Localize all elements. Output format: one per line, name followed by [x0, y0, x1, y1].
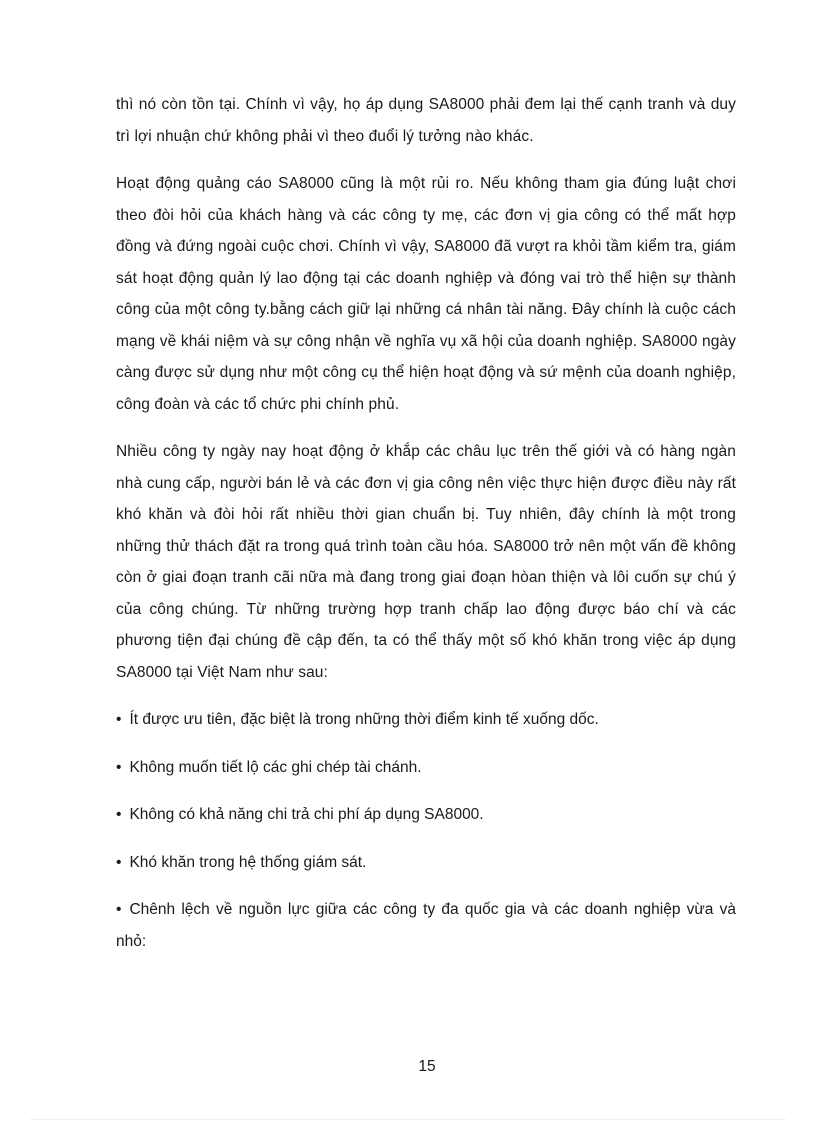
bullet-icon: • [116, 901, 122, 918]
paragraph-3: Nhiều công ty ngày nay hoạt động ở khắp các châu lục trên thế giới và có hàng ngàn nhà cung cấp, người bán lẻ và các đơn vị gia công nên việc thực hiện được điều này rất khó khăn và đòi hỏi rất nhiều thời gian chuẩn bị. Tuy nhiên, đây chính là một trong những thử thách đặt ra trong quá trình toàn cầu hóa. SA8000 trở nên một vấn đề không còn ở giai đoạn tranh cãi nữa mà đang trong giai đoạn hòan thiện và lôi cuốn sự chú ý của công chúng. Từ những trường hợp tranh chấp lao động được báo chí và các phương tiện đại chúng đề cập đến, ta có thể thấy một số khó khăn trong việc áp dụng SA8000 tại Việt Nam như sau: [116, 443, 736, 681]
bullet-item-4 [116, 847, 736, 879]
page-number: 15 [418, 1058, 436, 1075]
paragraph-2: Hoạt động quảng cáo SA8000 cũng là một rủi ro. Nếu không tham gia đúng luật chơi theo đòi hỏi của khách hàng và các công ty mẹ, các đơn vị gia công có thể mất hợp đồng và đứng ngoài cuộc chơi. Chính vì vậy, SA8000 đã vượt ra khỏi tầm kiểm tra, giám sát hoạt động quản lý lao động tại các doanh nghiệp và đóng vai trò thể hiện sự thành công của một công ty.bằng cách giữ lại những cá nhân tài năng. Đây chính là cuộc cách mạng về khái niệm và sự công nhận về nghĩa vụ xã hội của doanh nghiệp. SA8000 ngày càng được sử dụng như một công cụ thể hiện hoạt động và sứ mệnh của doanh nghiệp, công đoàn và các tổ chức phi chính phủ. [116, 175, 736, 413]
bullet-icon: • [116, 806, 122, 823]
bullet-icon: • [116, 853, 122, 871]
bullet-item-2 [116, 752, 736, 784]
bullet-icon: • [116, 758, 122, 776]
bullet-text: Không muốn tiết lộ các ghi chép tài chánh. [129, 758, 422, 776]
bullet-item-3 [116, 799, 736, 831]
bullet-item-1 [116, 704, 736, 736]
bullet-text: Ít được ưu tiên, đặc biệt là trong những thời điểm kinh tế xuống dốc. [129, 711, 599, 728]
bullet-text: Khó khăn trong hệ thống giám sát. [129, 853, 367, 871]
page-content [116, 89, 736, 973]
bullet-item-5 [116, 894, 736, 957]
bullet-text: Không có khả năng chi trả chi phí áp dụng SA8000. [129, 806, 484, 823]
paragraph-1: thì nó còn tồn tại. Chính vì vậy, họ áp dụng SA8000 phải đem lại thế cạnh tranh và duy trì lợi nhuận chứ không phải vì theo đuổi lý tưởng nào khác. [116, 96, 736, 145]
bullet-icon: • [116, 711, 122, 728]
page-bottom-divider [30, 1119, 786, 1120]
bullet-text: Chênh lệch về nguồn lực giữa các công ty đa quốc gia và các doanh nghiệp vừa và nhỏ: [116, 901, 736, 950]
